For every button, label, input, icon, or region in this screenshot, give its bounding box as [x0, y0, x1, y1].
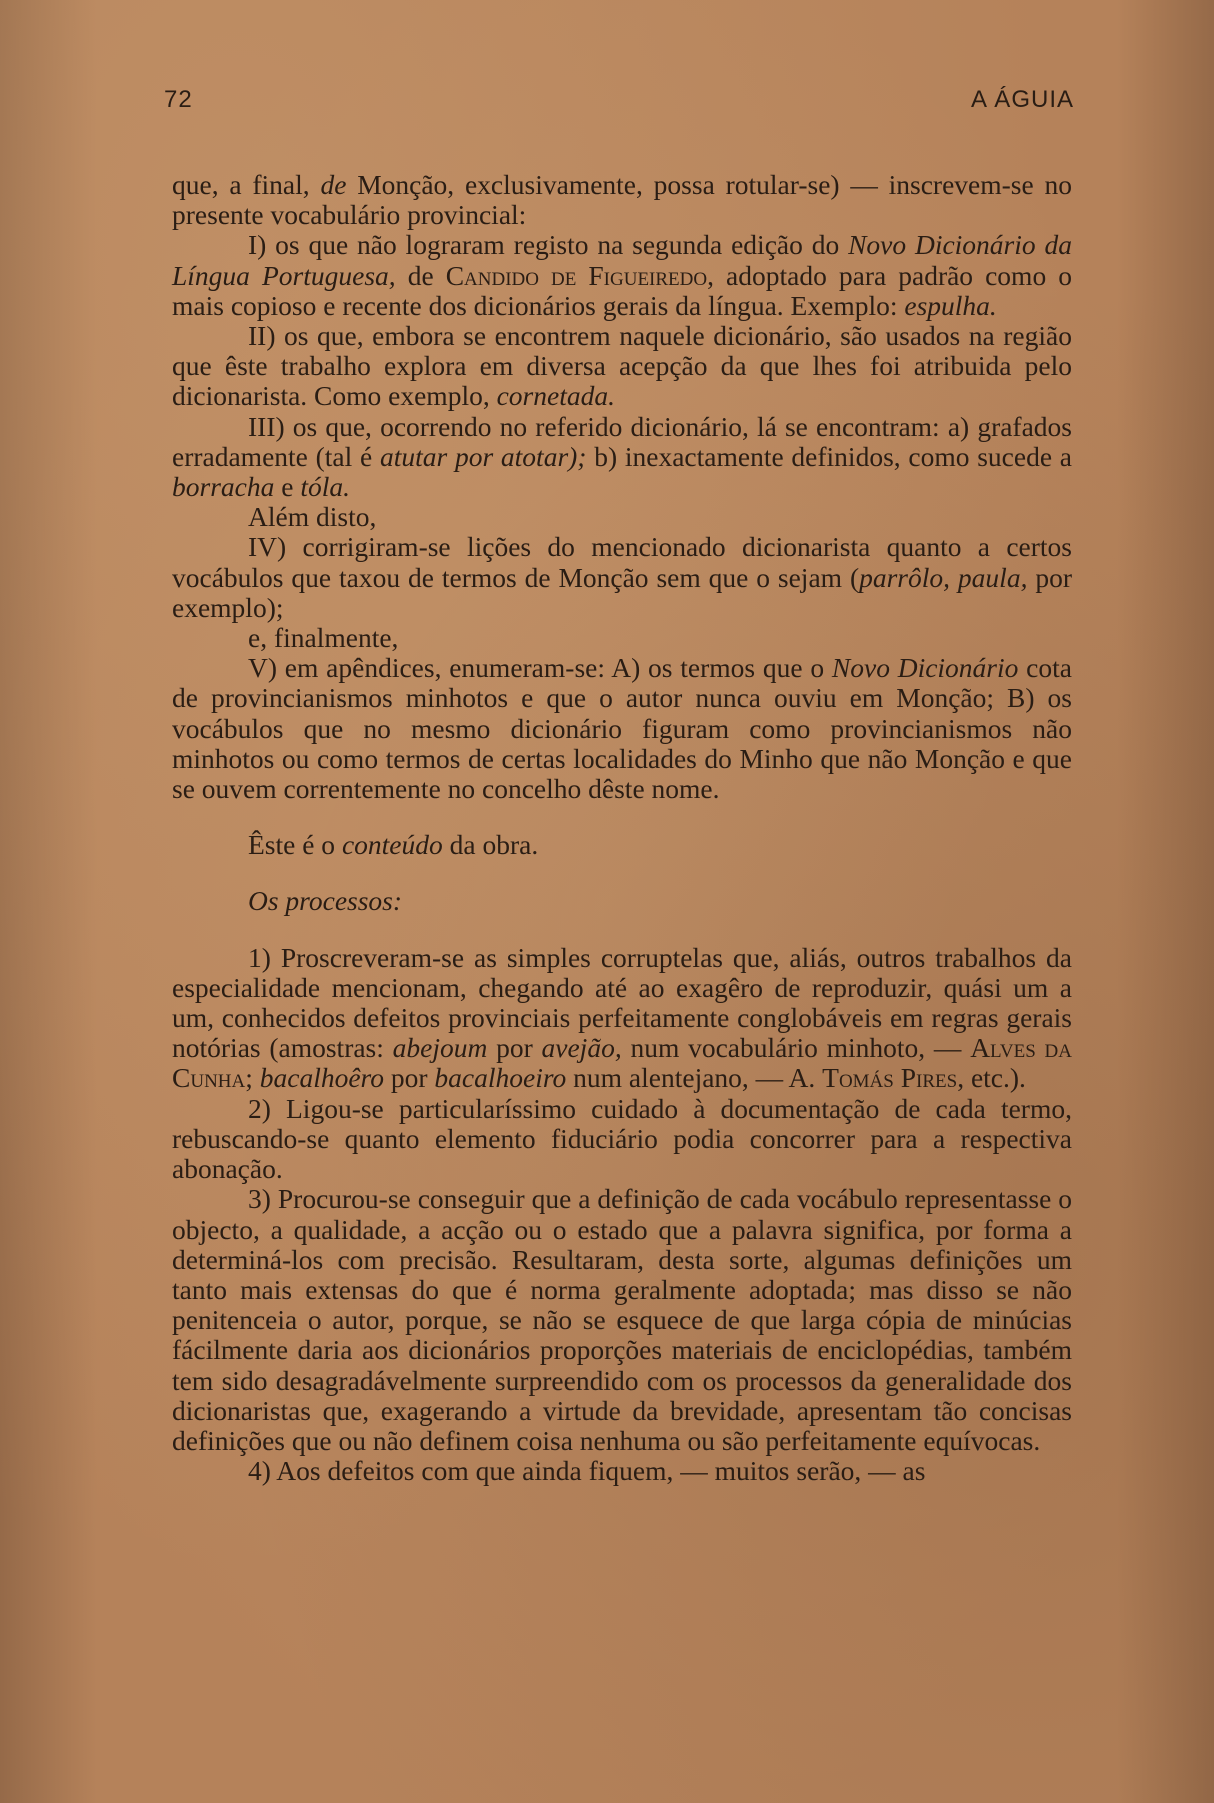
text-run: 2) Ligou-se particularíssimo cuidado à documentação de cada termo, rebuscando-se quanto elemento fiduciário podia concorrer para a respectiva abonação.: [172, 1092, 1072, 1185]
text-run: de: [395, 259, 446, 291]
paragraph: [172, 1184, 1072, 1456]
text-run: II) os que, embora se encontrem naquele dicionário, são usados na região que êste trabalho explora em diversa acepção da que lhes foi atribuida pelo dicionarista. Como exemplo,: [172, 320, 1072, 412]
paragraph: [172, 830, 1072, 860]
text-run: por exemplo);: [172, 561, 1073, 623]
italic-text: espulha.: [904, 289, 997, 321]
italic-text: Os processos:: [248, 885, 403, 917]
italic-text: abejoum: [392, 1032, 488, 1064]
text-run: 3) Procurou-se conseguir que a definição de cada vocábulo representasse o objecto, a qualidade, a acção ou o estado que a palavra significa, por forma a determiná-los com precisão. Resultaram, desta sorte, algumas definições um tanto mais extensas do que é norma geralmente adoptada; mas disso se não penitenceia o autor, porque, se não se esquece de que larga cópia de minúcias fácilmente daria aos dicionários proporções materiais de enciclopédias, também tem sido desagradávelmente surpreendido com os processos da generalidade dos dicionaristas que, exagerando a virtude da brevidade, apresentam tão concisas definições que ou não definem coisa nenhuma ou são perfeitamente equívocas.: [172, 1183, 1072, 1456]
italic-text: bacalhoêro: [259, 1062, 384, 1094]
text-run: que, a final,: [172, 169, 321, 200]
text-run: IV) corrigiram-se lições do mencionado dicionarista quanto a certos vocábulos que taxou de termos de Monção sem que o sejam (: [172, 531, 1072, 593]
italic-text: atutar por atotar);: [379, 440, 587, 472]
italic-text: bacalhoeiro: [434, 1062, 567, 1094]
text-run: V) em apêndices, enumeram-se: A) os termos que o: [248, 652, 832, 684]
journal-title: A ÁGUIA: [970, 86, 1074, 113]
italic-text: tóla.: [300, 471, 350, 503]
italic-text: avejão,: [541, 1032, 622, 1064]
paragraph: [172, 1456, 1072, 1486]
paragraph: [172, 943, 1072, 1094]
text-run: III) os que, ocorrendo no referido dicionário, lá se encontram: a) grafados erradamente (tal é: [172, 410, 1072, 472]
paragraph: [172, 230, 1072, 321]
text-run: Êste é o: [248, 829, 342, 861]
body-text: [172, 170, 1072, 1486]
text-run: da obra.: [442, 829, 539, 861]
text-run: 1) Proscreveram-se as simples corruptelas que, aliás, outros trabalhos da especialidade mencionam, chegando até ao exagêro de reproduzir, quási um a um, conhecidos defeitos provinciais perfeitamente conglobáveis em regras gerais notórias (amostras:: [172, 941, 1072, 1064]
paragraph: [172, 502, 1072, 532]
text-run: , adoptado para padrão como o mais copioso e recente dos dicionários gerais da língua. Exemplo:: [172, 259, 1072, 321]
text-run: cota de provincianismos minhotos e que o autor nunca ouviu em Monção; B) os vocábulos que no mesmo dicionário figuram como provincianismos não minhotos ou como termos de certas localidades do Minho que não Monção e que se ouvem correntemente no concelho dêste nome.: [172, 652, 1072, 805]
text-run: e: [274, 471, 301, 503]
italic-text: Novo Dicionário da Língua Portuguesa,: [172, 229, 1072, 291]
paragraph: [172, 623, 1072, 653]
text-run: ;: [245, 1062, 260, 1094]
italic-text: conteúdo: [341, 829, 443, 861]
italic-text: borracha: [172, 471, 275, 503]
italic-text: de: [320, 169, 347, 200]
paragraph: [172, 170, 1072, 230]
text-run: b) inexactamente definidos, como sucede a: [586, 440, 1073, 472]
paragraph: [172, 321, 1072, 412]
italic-text: parrôlo, paula,: [859, 561, 1028, 593]
small-caps-name: Tomás Pires: [822, 1062, 958, 1094]
paragraph: [172, 886, 1072, 916]
text-run: num vocabulário minhoto, —: [621, 1032, 971, 1064]
page-number: 72: [164, 86, 193, 113]
paragraph: [172, 532, 1072, 623]
italic-text: Novo Dicionário: [831, 652, 1019, 684]
text-run: Além disto,: [248, 501, 377, 533]
text-run: por: [487, 1032, 542, 1064]
text-run: , etc.).: [957, 1062, 1026, 1094]
text-run: Monção, exclusivamente, possa rotular-se) — inscrevem-se no presente vocabulário provincial:: [172, 169, 1072, 231]
text-run: num alentejano, — A.: [566, 1062, 823, 1094]
small-caps-name: Candido de Figueiredo: [445, 259, 708, 291]
italic-text: cornetada.: [496, 380, 615, 412]
running-head: [164, 86, 1074, 120]
small-caps-name: Alves da Cunha: [172, 1032, 1072, 1094]
text-run: I) os que não lograram registo na segunda edição do: [248, 229, 849, 261]
paragraph: [172, 653, 1072, 804]
paragraph: [172, 412, 1072, 503]
text-run: por: [383, 1062, 435, 1094]
text-run: 4) Aos defeitos com que ainda fiquem, — muitos serão, — as: [248, 1455, 926, 1487]
text-run: e, finalmente,: [248, 622, 399, 654]
paragraph: [172, 1094, 1072, 1185]
